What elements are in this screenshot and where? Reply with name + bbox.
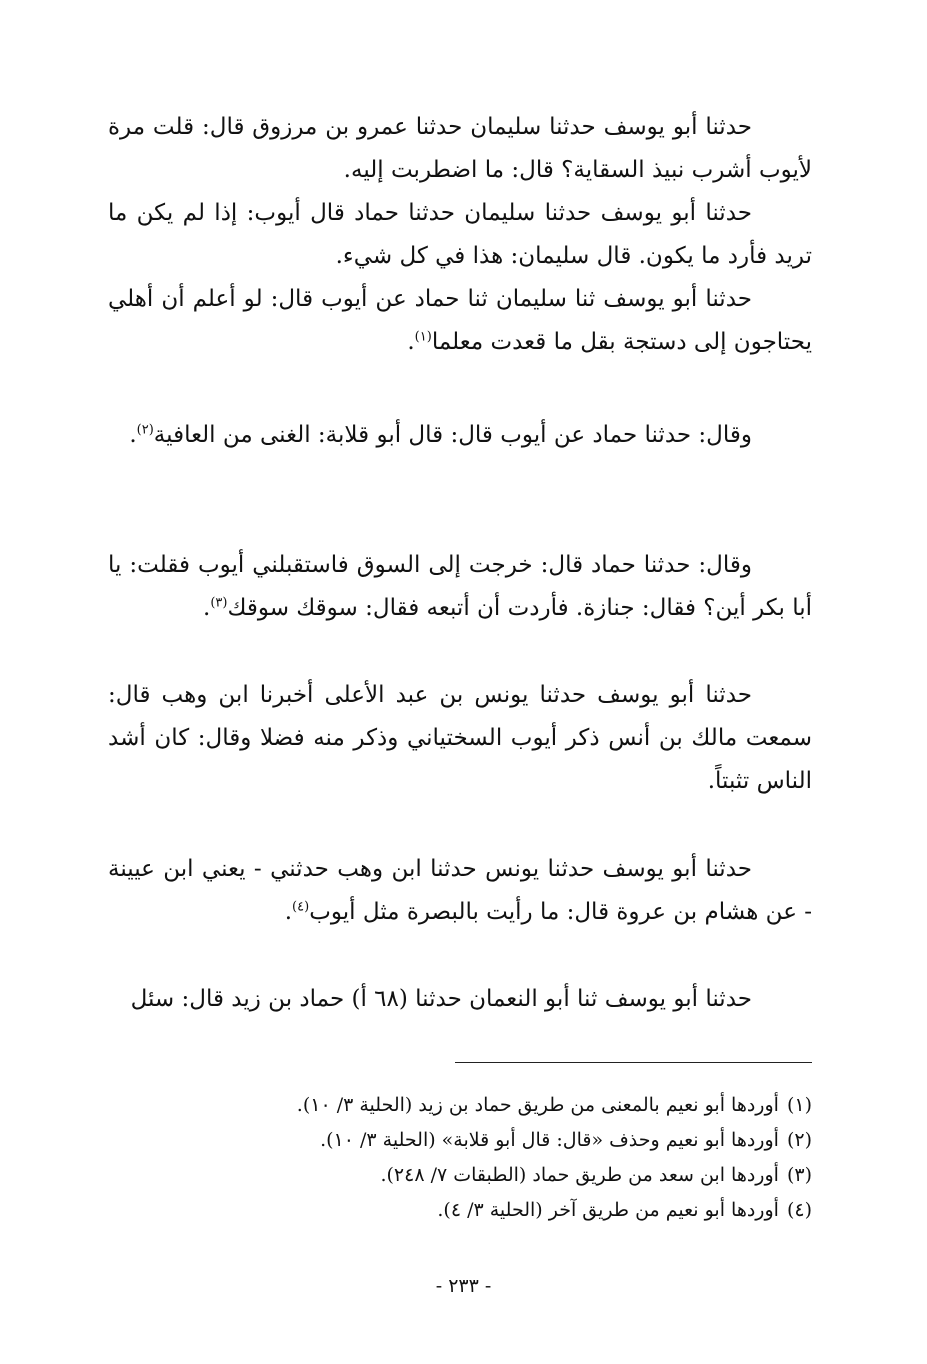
paragraph-1 bbox=[108, 106, 812, 192]
footnote-number: (٢) bbox=[786, 1129, 812, 1151]
footnote-3 bbox=[108, 1158, 812, 1193]
paragraph-text: حدثنا أبو يوسف حدثنا يونس حدثنا ابن وهب حدثني - يعني ابن عيينة - عن هشام بن عروة قال: ما رأيت بالبصرة مثل أيوب bbox=[108, 856, 812, 925]
paragraph-text: حدثنا أبو يوسف حدثنا سليمان حدثنا حماد قال أيوب: إذا لم يكن ما تريد فأرد ما يكون. قال سليمان: هذا في كل شيء. bbox=[108, 200, 812, 269]
paragraph-text: حدثنا أبو يوسف ثنا أبو النعمان حدثنا (٦٨ أ) حماد بن زيد قال: سئل bbox=[130, 986, 752, 1012]
footnote-number: (٤) bbox=[786, 1199, 812, 1221]
footnote-4 bbox=[108, 1193, 812, 1228]
text-group-5 bbox=[108, 848, 812, 934]
footnote-number: (١) bbox=[786, 1094, 812, 1116]
paragraph-5 bbox=[108, 544, 812, 630]
paragraph-4 bbox=[108, 414, 812, 457]
text-group-1 bbox=[108, 106, 812, 364]
footnote-marker: (٣) bbox=[210, 595, 228, 611]
footnote-1 bbox=[108, 1088, 812, 1123]
paragraph-7 bbox=[108, 848, 812, 934]
paragraph-text: وقال: حدثنا حماد عن أيوب قال: قال أبو قلابة: الغنى من العافية bbox=[153, 422, 752, 448]
footnote-marker: (٢) bbox=[136, 422, 154, 438]
paragraph-3 bbox=[108, 278, 812, 364]
paragraph-end: . bbox=[129, 422, 137, 448]
footnote-text: أوردها أبو نعيم وحذف «قال: قال أبو قلابة» (الحلية ٣/ ١٠). bbox=[320, 1129, 779, 1151]
footnote-number: (٣) bbox=[786, 1164, 812, 1186]
footnote-text: أوردها أبو نعيم من طريق آخر (الحلية ٣/ ٤). bbox=[437, 1199, 779, 1221]
paragraph-text: حدثنا أبو يوسف حدثنا سليمان حدثنا عمرو بن مرزوق قال: قلت مرة لأيوب أشرب نبيذ السقاية؟ قال: ما اضطربت إليه. bbox=[108, 114, 812, 183]
paragraph-text: وقال: حدثنا حماد قال: خرجت إلى السوق فاستقبلني أيوب فقلت: يا أبا بكر أين؟ فقال: جنازة. فأردت أن أتبعه فقال: سوقك سوقك bbox=[108, 552, 812, 621]
text-group-3 bbox=[108, 544, 812, 630]
paragraph-end: . bbox=[407, 329, 415, 355]
text-group-4 bbox=[108, 674, 812, 803]
footnotes bbox=[108, 1088, 812, 1228]
paragraph-end: . bbox=[203, 595, 211, 621]
footnote-marker: (٤) bbox=[292, 899, 310, 915]
paragraph-text: حدثنا أبو يوسف ثنا سليمان ثنا حماد عن أيوب قال: لو أعلم أن أهلي يحتاجون إلى دستجة بقل ما قعدت معلما bbox=[108, 286, 812, 355]
text-group-2 bbox=[108, 414, 812, 457]
paragraph-2 bbox=[108, 192, 812, 278]
text-group-6 bbox=[108, 978, 812, 1021]
footnote-marker: (١) bbox=[414, 329, 432, 345]
paragraph-end: . bbox=[284, 899, 293, 925]
footnote-text: أوردها أبو نعيم بالمعنى من طريق حماد بن زيد (الحلية ٣/ ١٠). bbox=[296, 1094, 779, 1116]
paragraph-6 bbox=[108, 674, 812, 803]
footnote-text: أوردها ابن سعد من طريق حماد (الطبقات ٧/ ٢٤٨). bbox=[380, 1164, 779, 1186]
paragraph-8 bbox=[108, 978, 812, 1021]
footnote-2 bbox=[108, 1123, 812, 1158]
page-number: - ٢٣٣ - bbox=[435, 1275, 492, 1297]
footnote-separator bbox=[455, 1062, 812, 1063]
paragraph-text: حدثنا أبو يوسف حدثنا يونس بن عبد الأعلى أخبرنا ابن وهب قال: سمعت مالك بن أنس ذكر أيوب السختياني وذكر منه فضلا وقال: كان أشد الناس تثبتاً. bbox=[108, 682, 812, 794]
